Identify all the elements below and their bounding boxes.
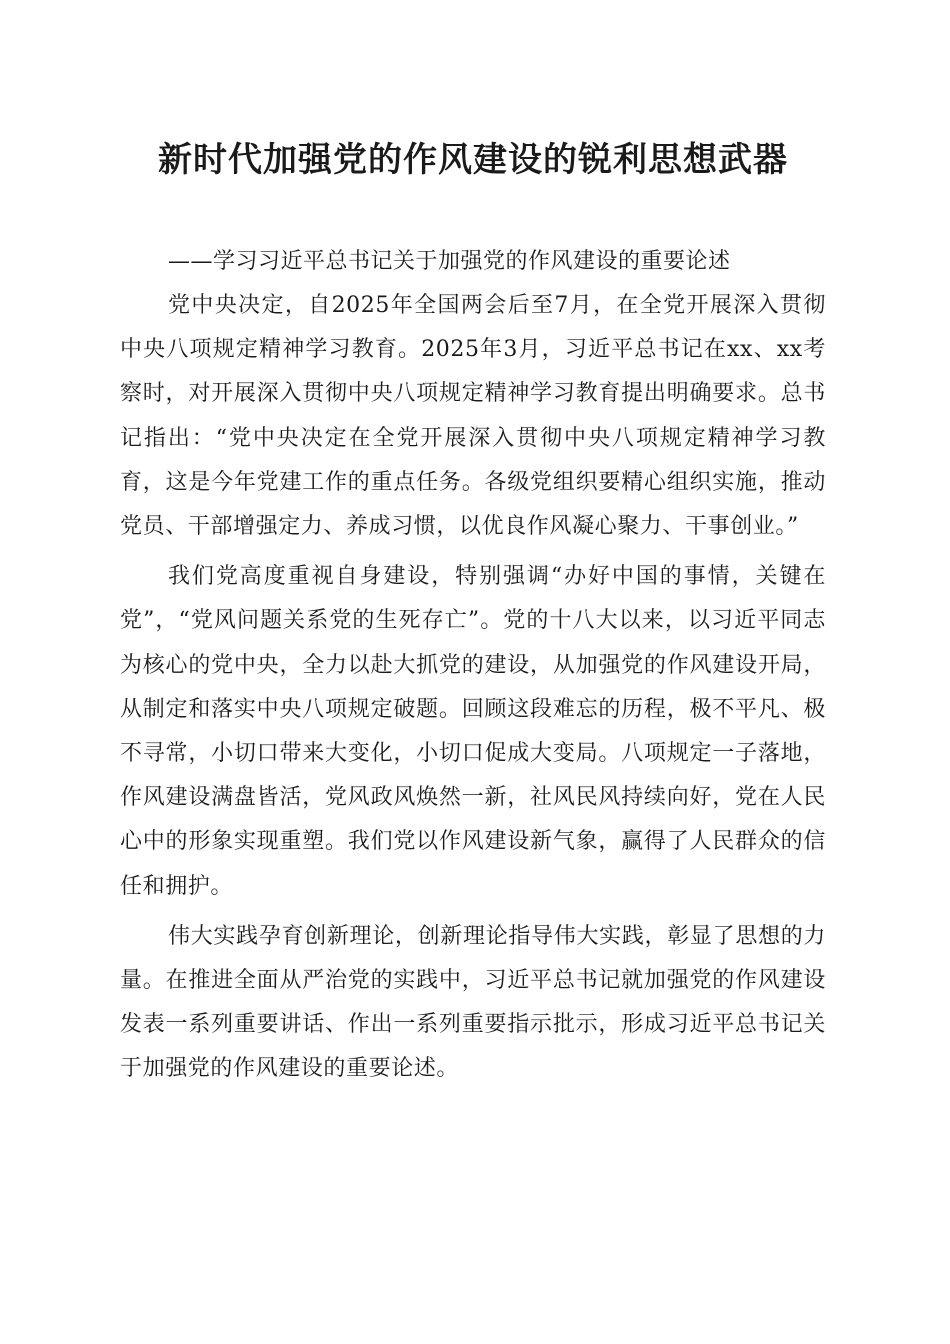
- document-title: 新时代加强党的作风建设的锐利思想武器: [158, 140, 788, 180]
- document-subtitle: ——学习习近平总书记关于加强党的作风建设的重要论述: [168, 249, 731, 274]
- body-paragraph-2: 我们党高度重视自身建设，特别强调“办好中国的事情，关键在党”，“党风问题关系党的生死存亡”。党的十八大以来，以习近平同志为核心的党中央，全力以赴大抓党的建设，从加强党的作风建设开局，从制定和落实中央八项规定破题。回顾这段难忘的历程，极不平凡、极不寻常，小切口带来大变化，小切口促成大变局。八项规定一子落地，作风建设满盘皆活，党风政风焕然一新，社风民风持续向好，党在人民心中的形象实现重塑。我们党以作风建设新气象，赢得了人民群众的信任和拥护。: [120, 564, 826, 899]
- body-paragraph-1: 党中央决定，自2025年全国两会后至7月，在全党开展深入贯彻中央八项规定精神学习教育。2025年3月，习近平总书记在xx、xx考察时，对开展深入贯彻中央八项规定精神学习教育提出明确要求。总书记指出：“党中央决定在全党开展深入贯彻中央八项规定精神学习教育，这是今年党建工作的重点任务。各级党组织要精心组织实施，推动党员、干部增强定力、养成习惯，以优良作风凝心聚力、干事创业。”: [120, 293, 826, 540]
- body-paragraph-3: 伟大实践孕育创新理论，创新理论指导伟大实践，彰显了思想的力量。在推进全面从严治党的实践中，习近平总书记就加强党的作风建设发表一系列重要讲话、作出一系列重要指示批示，形成习近平总书记关于加强党的作风建设的重要论述。: [120, 923, 826, 1082]
- document-page: [120, 130, 826, 1092]
